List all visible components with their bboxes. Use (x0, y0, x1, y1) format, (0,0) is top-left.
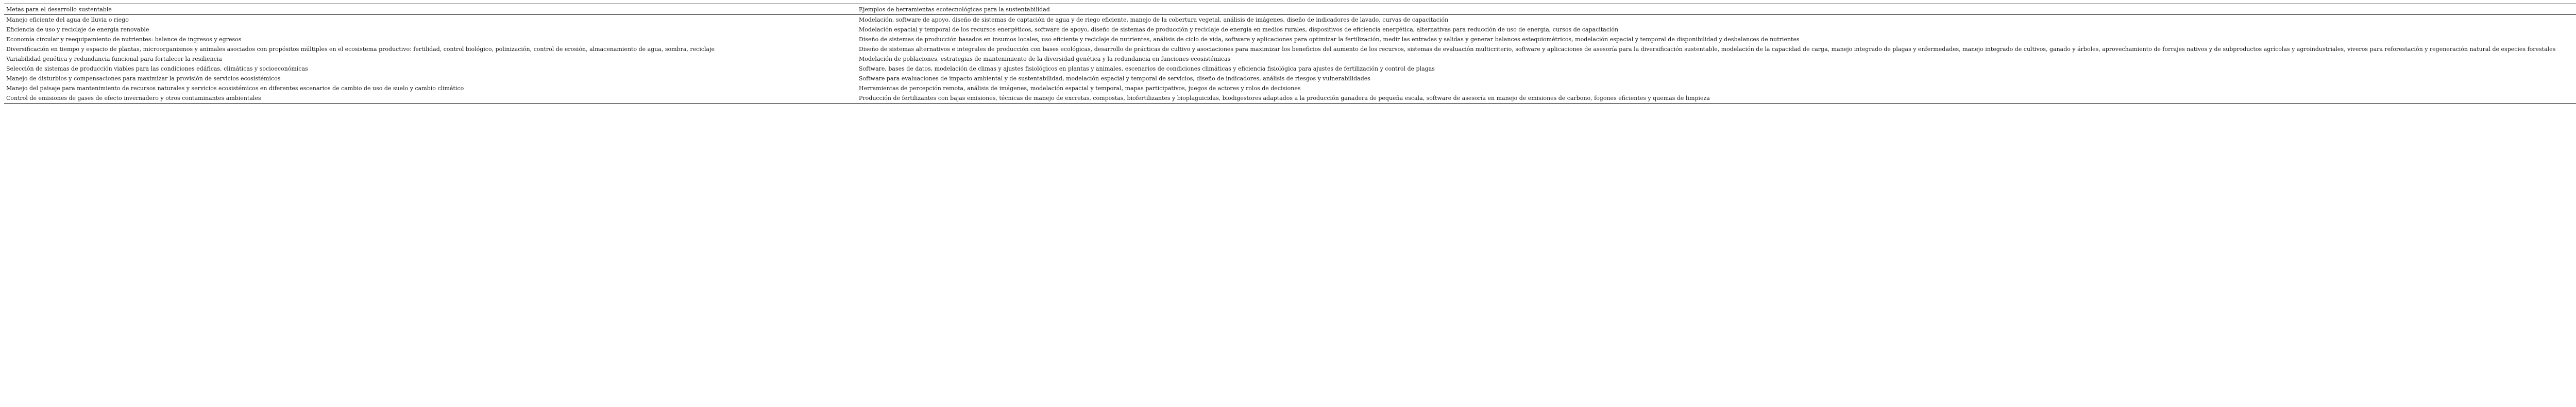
tools-cell: Diseño de sistemas de producción basados en insumos locales, uso eficiente y reciclaje de nutrientes, análisis de ciclo de vida, software y aplicaciones para optimizar la fertilización, medir las entradas y salidas y generar balances estequiométricos, modelación espacial y temporal de disponibilidad y desbalances de nutrientes (859, 36, 1800, 43)
goal-cell: Manejo de disturbios y compensaciones para maximizar la provisión de servicios ecosistémicos (6, 75, 281, 82)
tools-cell: Software, bases de datos, modelación de climas y ajustes fisiológicos en plantas y animales, escenarios de condiciones climáticas y eficiencia fisiológica para ajustes de fertilización y control de plagas (859, 65, 1435, 72)
table-row (4, 74, 2576, 83)
goal-cell: Diversificación en tiempo y espacio de plantas, microorganismos y animales asociados con propósitos múltiples en el ecosistema productivo: fertilidad, control biológico, polinización, control de erosión, almacenamiento de agua, sombra, reciclaje (6, 46, 715, 53)
goal-cell: Manejo eficiente del agua de lluvia o riego (6, 16, 129, 23)
tools-cell: Modelación, software de apoyo, diseño de sistemas de captación de agua y de riego eficiente, manejo de la cobertura vegetal, análisis de imágenes, diseño de indicadores de lavado, curvas de capacitación (859, 16, 1449, 23)
column-header-tools: Ejemplos de herramientas ecotecnológicas para la sustentabilidad (857, 4, 2576, 15)
table-header-row (4, 4, 2576, 15)
document-page (4, 4, 2576, 104)
table-row (4, 64, 2576, 74)
table-row (4, 44, 2576, 54)
goal-cell: Manejo del paisaje para mantenimiento de recursos naturales y servicios ecosistémicos en diferentes escenarios de cambio de uso de suelo y cambio climático (6, 85, 464, 92)
tools-cell: Diseño de sistemas alternativos e integrales de producción con bases ecológicas, desarrollo de prácticas de cultivo y asociaciones para maximizar los beneficios del aumento de los recursos, sistemas de evaluación multicriterio, software y aplicaciones de asesoría para la diversificación sustentable, modelación de la capacidad de carga, manejo integrado de plagas y enfermedades, manejo integrado de cultivos, ganado y árboles, aprovechamiento de forrajes nativos y de subproductos agrícolas y agroindustriales, viveros para reforestación y regeneración natural de especies forestales (859, 46, 2556, 53)
goal-cell: Selección de sistemas de producción viables para las condiciones edáficas, climáticas y socioeconómicas (6, 65, 308, 72)
goal-cell: Variabilidad genética y redundancia funcional para fortalecer la resiliencia (6, 56, 222, 62)
table-row (4, 83, 2576, 93)
table-row (4, 25, 2576, 35)
tools-cell: Software para evaluaciones de impacto ambiental y de sustentabilidad, modelación espacial y temporal de servicios, diseño de indicadores, análisis de riesgos y vulnerabilidades (859, 75, 1370, 82)
table-header (4, 4, 2576, 15)
tools-cell: Modelación de poblaciones, estrategias de mantenimiento de la diversidad genética y la redundancia en funciones ecosistémicas (859, 56, 1231, 62)
table-row (4, 54, 2576, 64)
goal-cell: Economía circular y reequipamiento de nutrientes: balance de ingresos y egresos (6, 36, 242, 43)
goal-cell: Control de emisiones de gases de efecto invernadero y otros contaminantes ambientales (4, 93, 857, 104)
table-row (4, 35, 2576, 44)
table-body (4, 15, 2576, 104)
table-row (4, 15, 2576, 25)
ecotechnology-table (4, 4, 2576, 104)
tools-cell: Modelación espacial y temporal de los recursos energéticos, software de apoyo, diseño de sistemas de producción y reciclaje de energía en medios rurales, dispositivos de eficiencia energética, alternativas para reducción de uso de energía, cursos de capacitación (859, 26, 1619, 33)
goal-cell: Eficiencia de uso y reciclaje de energía renovable (6, 26, 149, 33)
tools-cell: Producción de fertilizantes con bajas emisiones, técnicas de manejo de excretas, compostas, biofertilizantes y bioplaguicidas, biodigestores adaptados a la producción ganadera de pequeña escala, software de asesoría en manejo de emisiones de carbono, fogones eficientes y quemas de limpieza (857, 93, 2576, 104)
column-header-goals: Metas para el desarrollo sustentable (4, 4, 857, 15)
tools-cell: Herramientas de percepción remota, análisis de imágenes, modelación espacial y temporal, mapas participativos, juegos de actores y rolos de decisiones (859, 85, 1301, 92)
table-row (4, 93, 2576, 104)
